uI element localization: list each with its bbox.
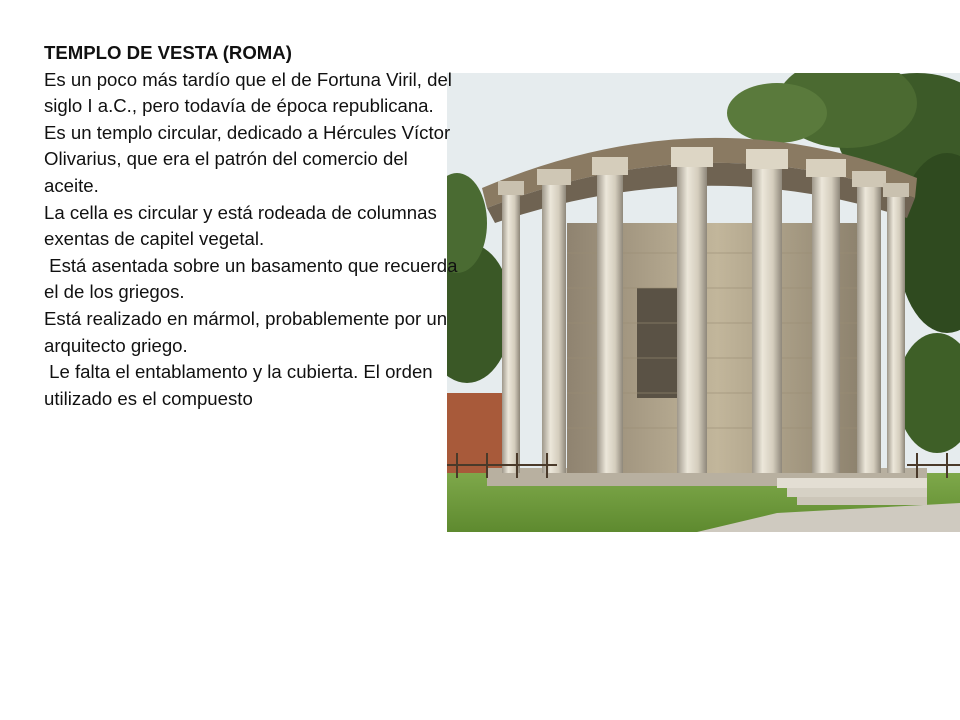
paragraph-material: Está realizado en mármol, probablemente por un arquitecto griego. (44, 307, 453, 356)
column (537, 169, 571, 473)
paragraph-base: Está asentada sobre un basamento que recuerda el de los griegos. (44, 254, 463, 303)
paragraph-cella: La cella es circular y está rodeada de columnas exentas de capitel vegetal. (44, 201, 442, 250)
column (592, 157, 628, 473)
paragraph-order: Le falta el entablamento y la cubierta. El orden utilizado es el compuesto (44, 361, 438, 409)
temple-photo (447, 73, 960, 532)
description-text (44, 40, 464, 412)
column (852, 171, 886, 473)
paragraph-date: Es un poco más tardío que el de Fortuna Viril, del siglo I a.C., pero todavía de época republicana. (44, 68, 458, 117)
column (746, 149, 788, 473)
column (806, 159, 846, 473)
paragraph-dedication: Es un templo circular, dedicado a Hércules Víctor Olivarius, que era el patrón del comercio del aceite. (44, 121, 456, 196)
temple-illustration (447, 73, 960, 532)
slide-title: TEMPLO DE VESTA (ROMA) (44, 42, 292, 63)
column (671, 147, 713, 473)
